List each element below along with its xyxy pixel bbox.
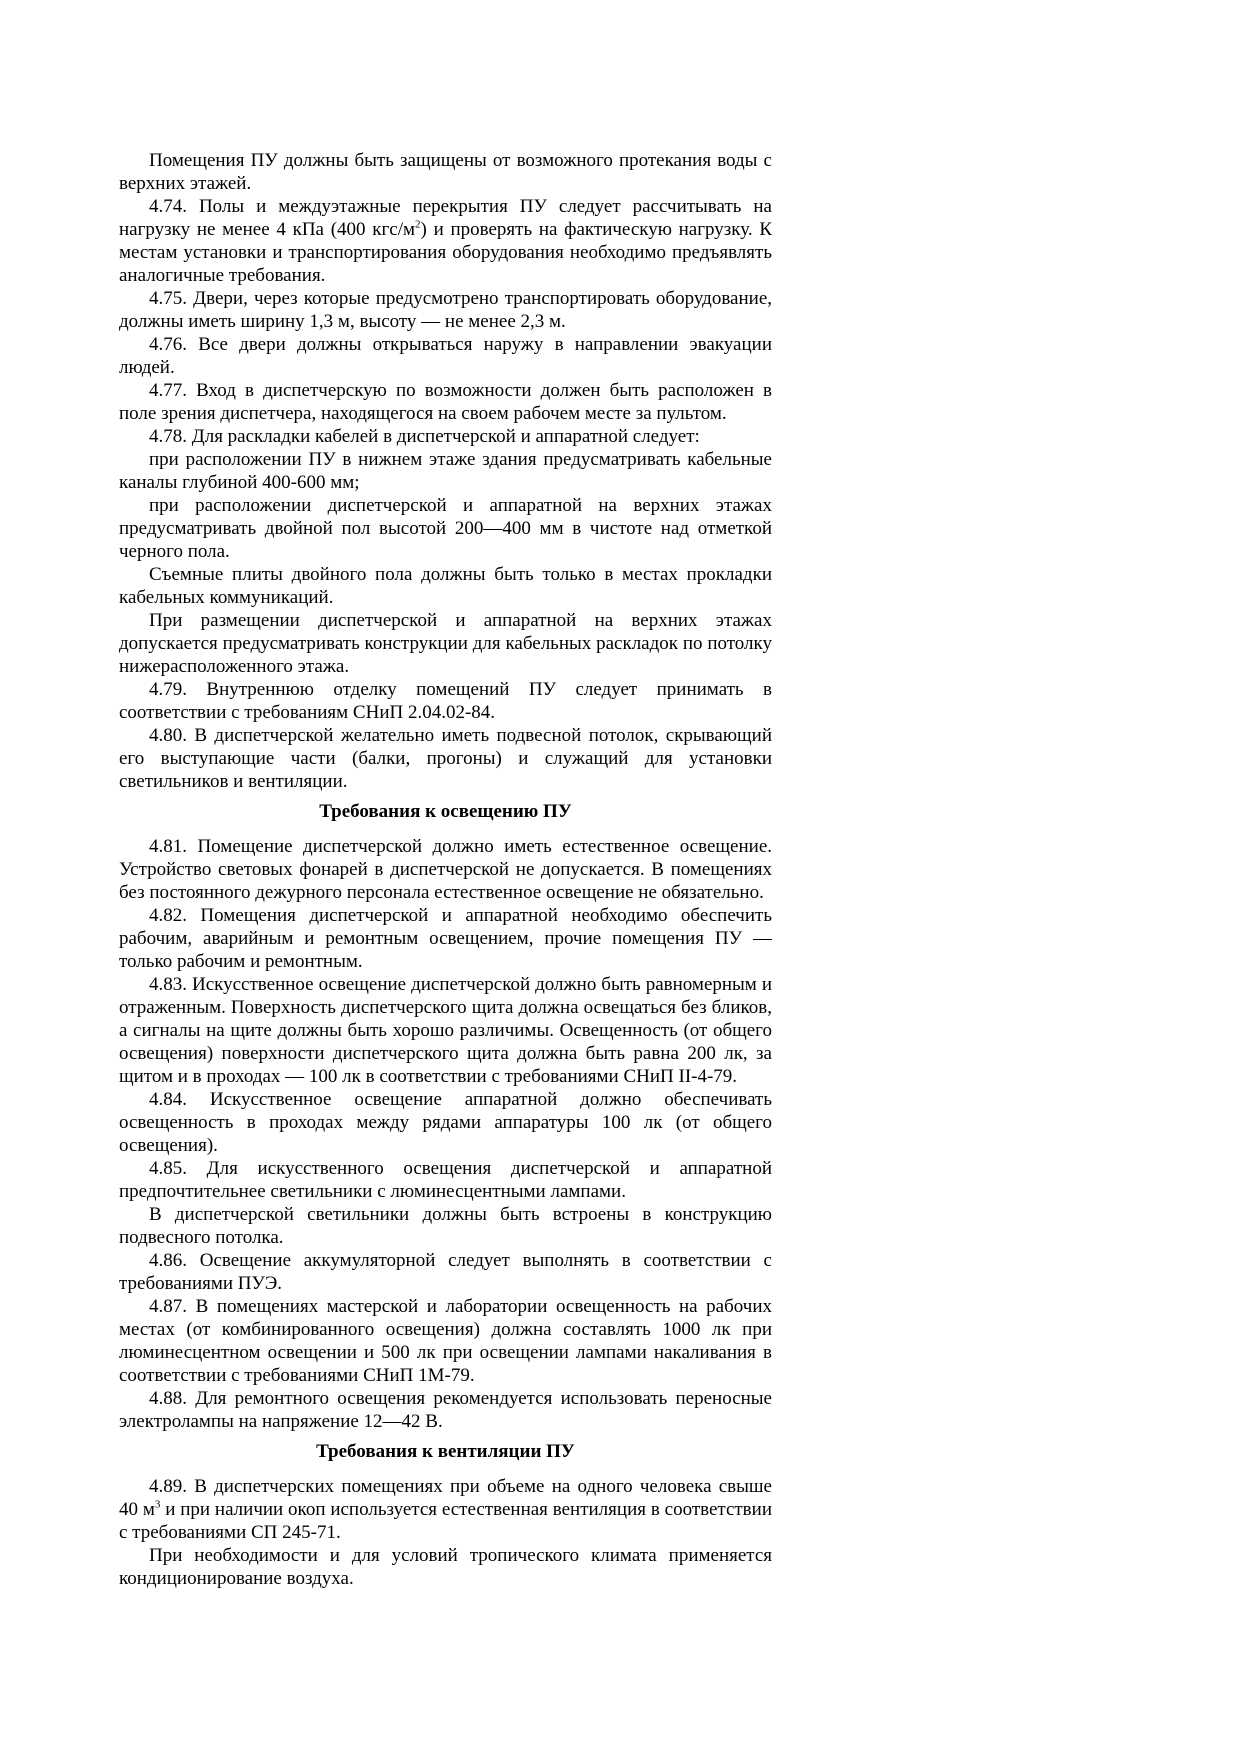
paragraph-4-86: 4.86. Освещение аккумуляторной следует выполнять в соответствии с требованиями ПУЭ.: [119, 1250, 772, 1294]
paragraph-4-77: 4.77. Вход в диспетчерскую по возможности должен быть расположен в поле зрения диспетчера, находящегося на своем рабочем месте за пультом.: [119, 380, 772, 424]
paragraph-4-88: 4.88. Для ремонтного освещения рекомендуется использовать переносные электролампы на напряжение 12—42 В.: [119, 1388, 772, 1432]
paragraph-4-85: 4.85. Для искусственного освещения диспетчерской и аппаратной предпочтительнее светильники с люминесцентными лампами.: [119, 1158, 772, 1202]
paragraph-4-80: 4.80. В диспетчерской желательно иметь подвесной потолок, скрывающий его выступающие части (балки, прогоны) и служащий для установки светильников и вентиляции.: [119, 725, 772, 792]
heading-ventilation: Требования к вентиляции ПУ: [316, 1441, 575, 1462]
paragraph: при расположении диспетчерской и аппаратной на верхних этажах предусматривать двойной пол высотой 200—400 мм в чистоте над отметкой черного пола.: [119, 495, 772, 562]
paragraph: При необходимости и для условий тропического климата применяется кондиционирование воздуха.: [119, 1545, 772, 1589]
paragraph-4-79: 4.79. Внутреннюю отделку помещений ПУ следует принимать в соответствии с требованиям СНиП 2.04.02-84.: [119, 679, 772, 723]
paragraph-4-87: 4.87. В помещениях мастерской и лаборатории освещенность на рабочих местах (от комбинированного освещения) должна составлять 1000 лк при люминесцентном освещении и 500 лк при освещении лампами накаливания в соответствии с требованиями СНиП 1М-79.: [119, 1296, 772, 1386]
paragraph-4-89: 4.89. В диспетчерских помещениях при объеме на одного человека свыше 40 $м^3$ и при наличии окоп используется естественная вентиляция в соответствии с требованиями СП 245-71.: [119, 1476, 772, 1543]
paragraph-4-75: 4.75. Двери, через которые предусмотрено транспортировать оборудование, должны иметь ширину 1,3 м, высоту — не менее 2,3 м.: [119, 288, 772, 332]
document-page: [119, 149, 772, 1590]
paragraph-4-76: 4.76. Все двери должны открываться наружу в направлении эвакуации людей.: [119, 334, 772, 378]
paragraph-4-78: 4.78. Для раскладки кабелей в диспетчерской и аппаратной следует:: [149, 426, 700, 447]
paragraph: При размещении диспетчерской и аппаратной на верхних этажах допускается предусматривать конструкции для кабельных раскладок по потолку нижерасположенного этажа.: [119, 610, 772, 677]
paragraph: В диспетчерской светильники должны быть встроены в конструкцию подвесного потолка.: [119, 1204, 772, 1248]
paragraph-4-84: 4.84. Искусственное освещение аппаратной должно обеспечивать освещенность в проходах между рядами аппаратуры 100 лк (от общего освещения).: [119, 1089, 772, 1156]
paragraph: Помещения ПУ должны быть защищены от возможного протекания воды с верхних этажей.: [119, 150, 772, 194]
paragraph: Съемные плиты двойного пола должны быть только в местах прокладки кабельных коммуникаций.: [119, 564, 772, 608]
paragraph-4-81: 4.81. Помещение диспетчерской должно иметь естественное освещение. Устройство световых фонарей в диспетчерской не допускается. В помещениях без постоянного дежурного персонала естественное освещение не обязательно.: [119, 836, 772, 903]
paragraph: при расположении ПУ в нижнем этаже здания предусматривать кабельные каналы глубиной 400-600 мм;: [119, 449, 772, 493]
paragraph-4-82: 4.82. Помещения диспетчерской и аппаратной необходимо обеспечить рабочим, аварийным и ремонтным освещением, прочие помещения ПУ — только рабочим и ремонтным.: [119, 905, 772, 972]
paragraph-4-74: 4.74. Полы и междуэтажные перекрытия ПУ следует рассчитывать на нагрузку не менее 4 кПа (400 кгс/$м^2$) и проверять на фактическую нагрузку. К местам установки и транспортирования оборудования необходимо предъявлять аналогичные требования.: [119, 196, 772, 286]
paragraph-4-83: 4.83. Искусственное освещение диспетчерской должно быть равномерным и отраженным. Поверхность диспетчерского щита должна освещаться без бликов, а сигналы на щите должны быть хорошо различимы. Освещенность (от общего освещения) поверхности диспетчерского щита должна быть равна 200 лк, за щитом и в проходах — 100 лк в соответствии с требованиями СНиП II-4-79.: [119, 974, 772, 1087]
heading-lighting: Требования к освещению ПУ: [319, 801, 572, 822]
